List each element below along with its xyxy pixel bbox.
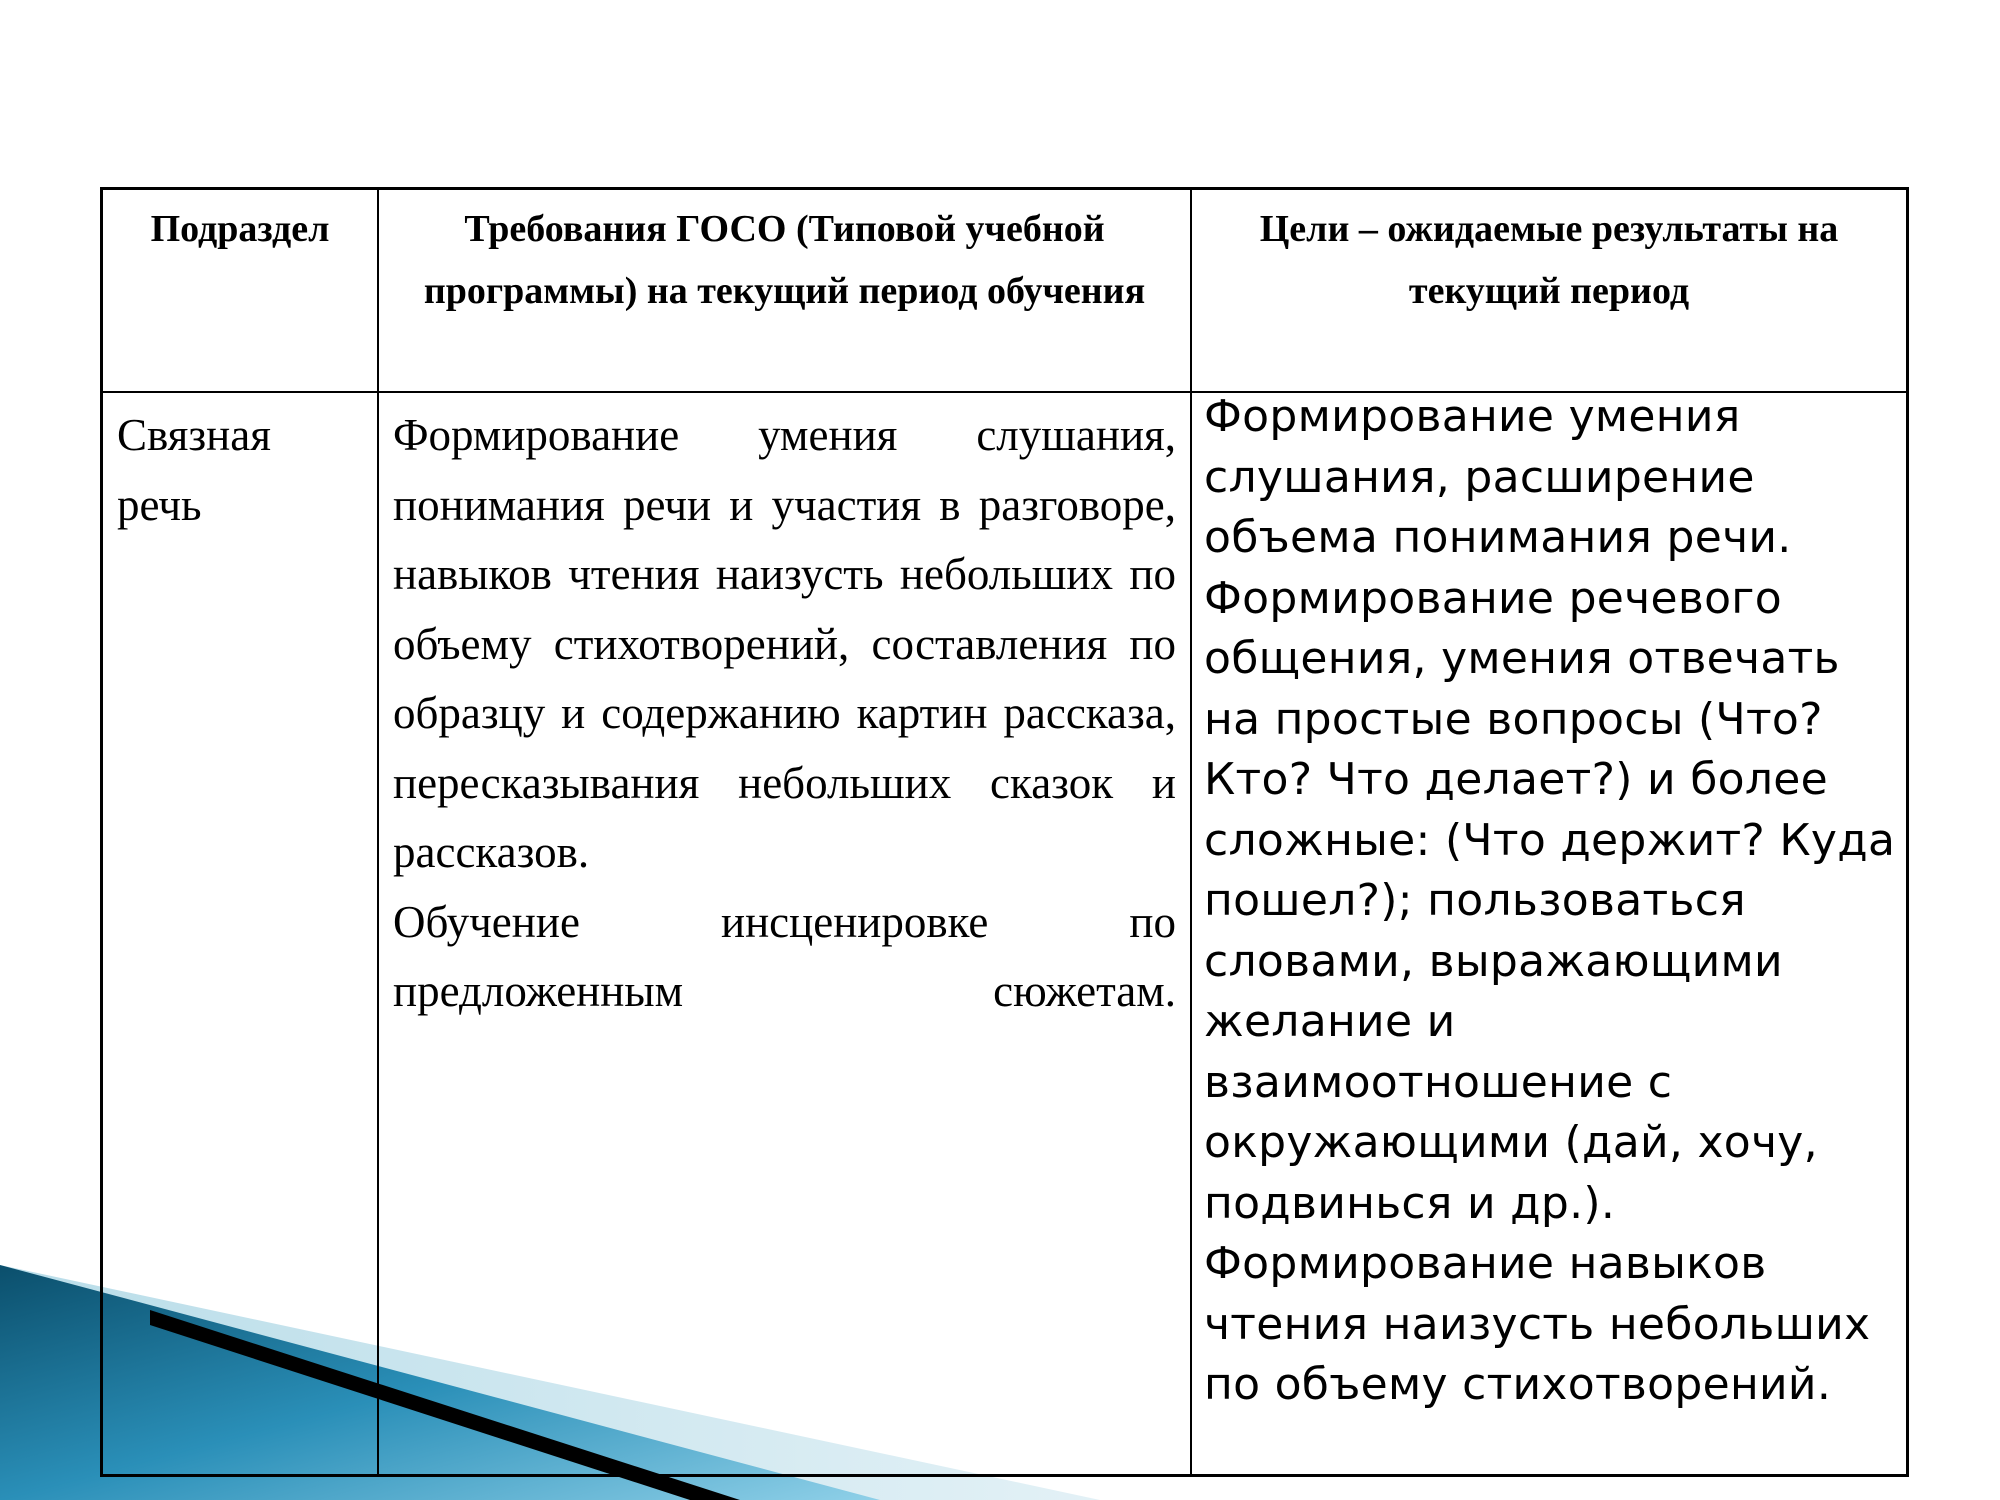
header-subsection: Подраздел [103,190,379,393]
requirements-paragraph-1: Формирование умения слушания, понимания речи и участия в разговоре, навыков чтения наизусть небольших по объему стихотворений, составления по образцу и содержанию картин рассказа, пересказывания небольших сказок и рассказов. [393,410,1176,877]
header-requirements: Требования ГОСО (Типовой учебной программы) на текущий период обучения [379,190,1192,393]
header-goals: Цели – ожидаемые результаты на текущий период [1192,190,1906,393]
cell-goals: Формирование умения слушания, расширение объема понимания речи. Формирование речевого общения, умения отвечать на простые вопросы (Что? Кто? Что делает?) и более сложные: (Что держит? Куда пошел?); пользоваться словами, выражающими желание и взаимоотношение с окружающими (дай, хочу, подвинься и др.). Формирование навыков чтения наизусть небольших по объему стихотворений. [1204,391,1896,1410]
cell-subsection: Связная речь [103,393,379,1474]
cell-requirements [379,393,1192,1474]
requirements-paragraph-2: Обучение инсценировке по предложенным сюжетам. [393,896,1176,1016]
requirements-table [100,187,1909,1477]
